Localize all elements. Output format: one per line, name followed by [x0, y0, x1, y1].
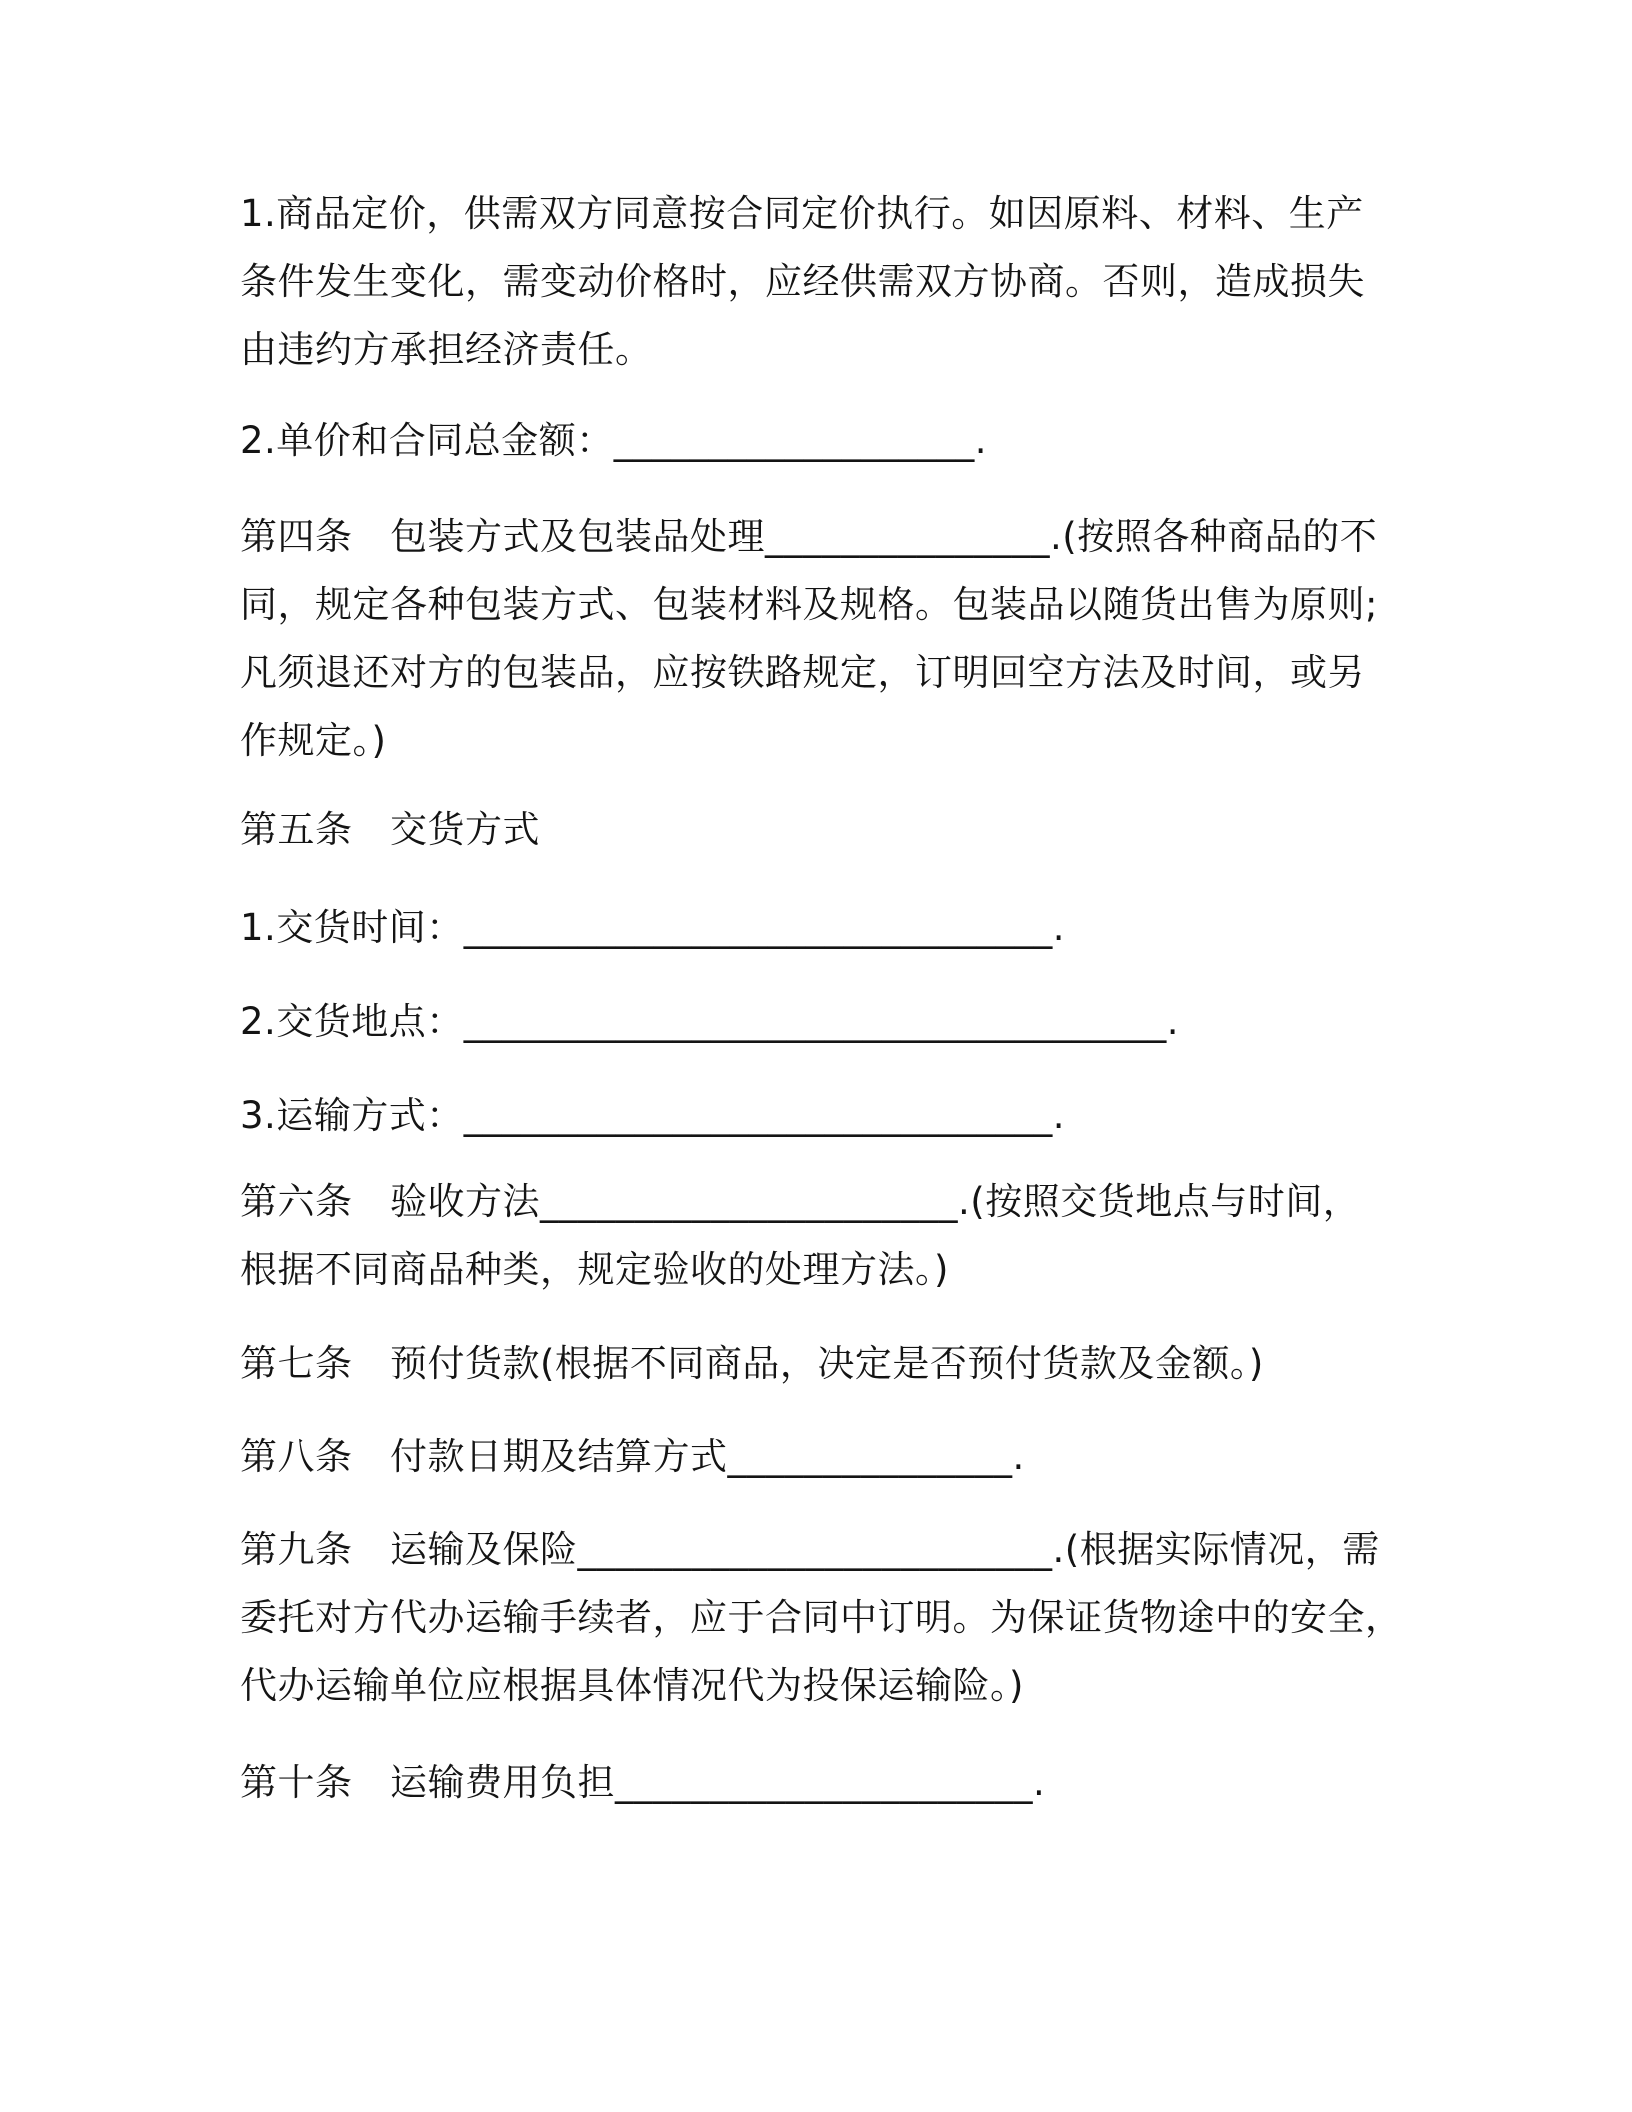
article-10-transport-cost: [240, 1749, 1400, 1817]
text-line: 第六条 验收方法______________________.(按照交货地点与时间，: [240, 1180, 1361, 1223]
article-7-prepayment: [240, 1330, 1400, 1398]
text-line: 第九条 运输及保险_________________________.(根据实际情况，需: [240, 1528, 1380, 1571]
text-line: 第五条 交货方式: [240, 808, 540, 851]
text-line: 由违约方承担经济责任。: [240, 328, 653, 371]
delivery-place: [240, 988, 1400, 1056]
text-line: 条件发生变化，需变动价格时，应经供需双方协商。否则，造成损失: [240, 260, 1365, 303]
article-6-acceptance: [240, 1168, 1400, 1304]
article-9-transport-insurance: [240, 1516, 1403, 1720]
text-line: 代办运输单位应根据具体情况代为投保运输险。): [240, 1664, 1024, 1707]
text-line: 第八条 付款日期及结算方式_______________.: [240, 1435, 1025, 1478]
text-line: 凡须退还对方的包装品，应按铁路规定，订明回空方法及时间，或另: [240, 651, 1365, 694]
text-line: 第七条 预付货款(根据不同商品，决定是否预付货款及金额。): [240, 1342, 1264, 1385]
text-line: 作规定。): [240, 719, 387, 762]
text-line: 1.商品定价，供需双方同意按合同定价执行。如因原料、材料、生产: [240, 192, 1364, 235]
pricing-clause: [240, 180, 1400, 384]
text-line: 2.单价和合同总金额：___________________.: [240, 419, 988, 462]
text-line: 3.运输方式：_______________________________.: [240, 1094, 1066, 1137]
article-8-payment: [240, 1423, 1400, 1491]
delivery-time: [240, 894, 1400, 962]
article-4-packaging: [240, 503, 1400, 775]
article-5-delivery: [240, 796, 1400, 864]
text-line: 根据不同商品种类，规定验收的处理方法。): [240, 1248, 949, 1291]
text-line: 1.交货时间：_______________________________.: [240, 906, 1066, 949]
text-line: 同，规定各种包装方式、包装材料及规格。包装品以随货出售为原则;: [240, 583, 1378, 626]
unit-price-total: [240, 407, 1400, 475]
transport-mode: [240, 1082, 1400, 1150]
text-line: 第四条 包装方式及包装品处理_______________.(按照各种商品的不: [240, 515, 1378, 558]
text-line: 2.交货地点：_____________________________________.: [240, 1000, 1180, 1043]
text-line: 委托对方代办运输手续者，应于合同中订明。为保证货物途中的安全，: [240, 1596, 1403, 1639]
text-line: 第十条 运输费用负担______________________.: [240, 1761, 1046, 1804]
